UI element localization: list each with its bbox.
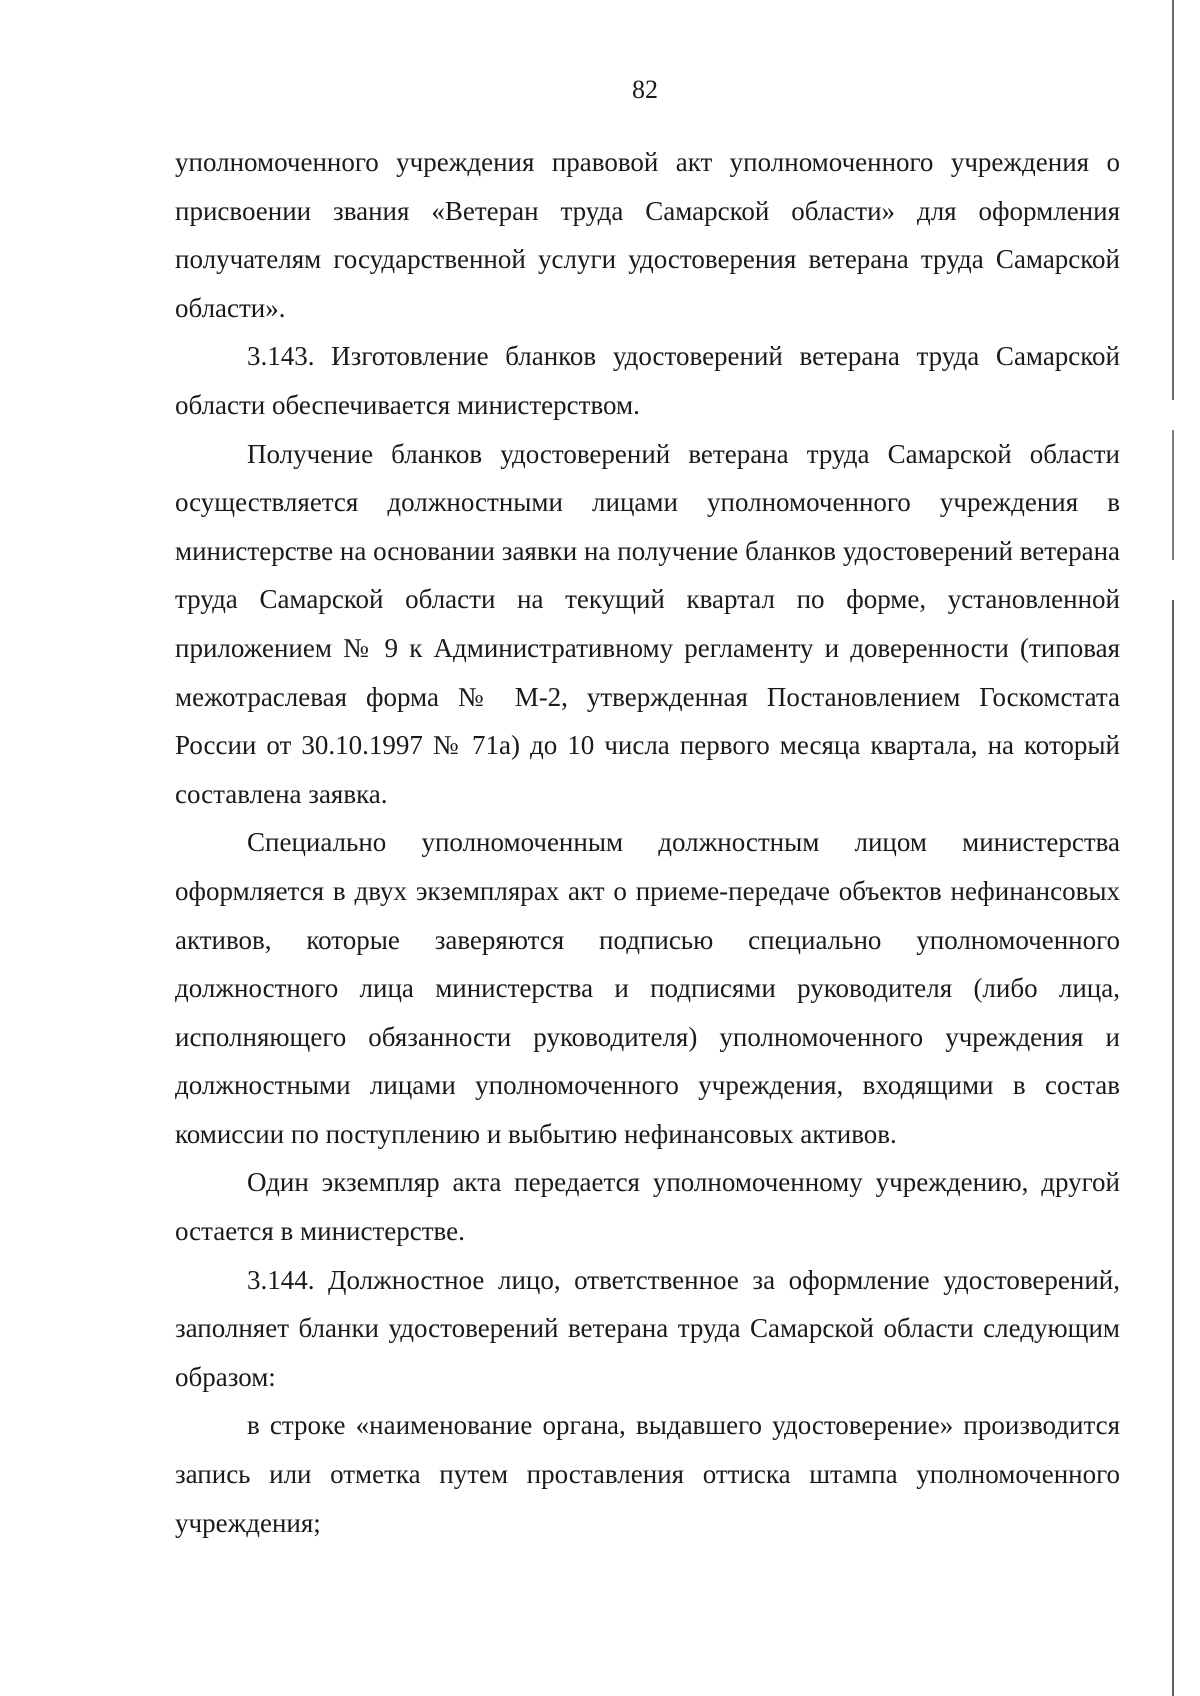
paragraph-blank-receipt: Получение бланков удостоверений ветерана труда Самарской области осуществляется должностными лицами уполномоченного учреждения в министерстве на основании заявки на получение бланков удостоверений ветерана труда Самарской области на текущий квартал по форме, установленной приложением № 9 к Административному регламенту и доверенности (типовая межотраслевая форма № М-2, утвержденная Постановлением Госкомстата России от 30.10.1997 № 71а) до 10 числа первого месяца квартала, на который составлена заявка. — [175, 438, 1120, 809]
page-number: 82 — [632, 75, 658, 104]
paragraph-3-143: 3.143. Изготовление бланков удостоверений ветерана труда Самарской области обеспечивается министерством. — [175, 341, 1120, 420]
paragraph-3-144: 3.144. Должностное лицо, ответственное за оформление удостоверений, заполняет бланки удостоверений ветерана труда Самарской области следующим образом: — [175, 1264, 1120, 1392]
paragraph-transfer-act: Специально уполномоченным должностным лицом министерства оформляется в двух экземплярах акт о приеме-передаче объектов нефинансовых активов, которые заверяются подписью специально уполномоченного должностного лица министерства и подписями руководителя (либо лица, исполняющего обязанности руководителя) уполномоченного учреждения и должностными лицами уполномоченного учреждения, входящими в состав комиссии по поступлению и выбытию нефинансовых активов. — [175, 827, 1120, 1149]
document-body — [175, 138, 1120, 1547]
paragraph-continuation: уполномоченного учреждения правовой акт уполномоченного учреждения о присвоении звания «Ветеран труда Самарской области» для оформления получателям государственной услуги удостоверения ветерана труда Самарской области». — [175, 147, 1120, 323]
paragraph-issuing-authority: в строке «наименование органа, выдавшего удостоверение» производится запись или отметка путем проставления оттиска штампа уполномоченного учреждения; — [175, 1410, 1120, 1538]
scan-edge-line — [1172, 0, 1174, 1696]
paragraph-act-copies: Один экземпляр акта передается уполномоченному учреждению, другой остается в министерстве. — [175, 1167, 1120, 1247]
